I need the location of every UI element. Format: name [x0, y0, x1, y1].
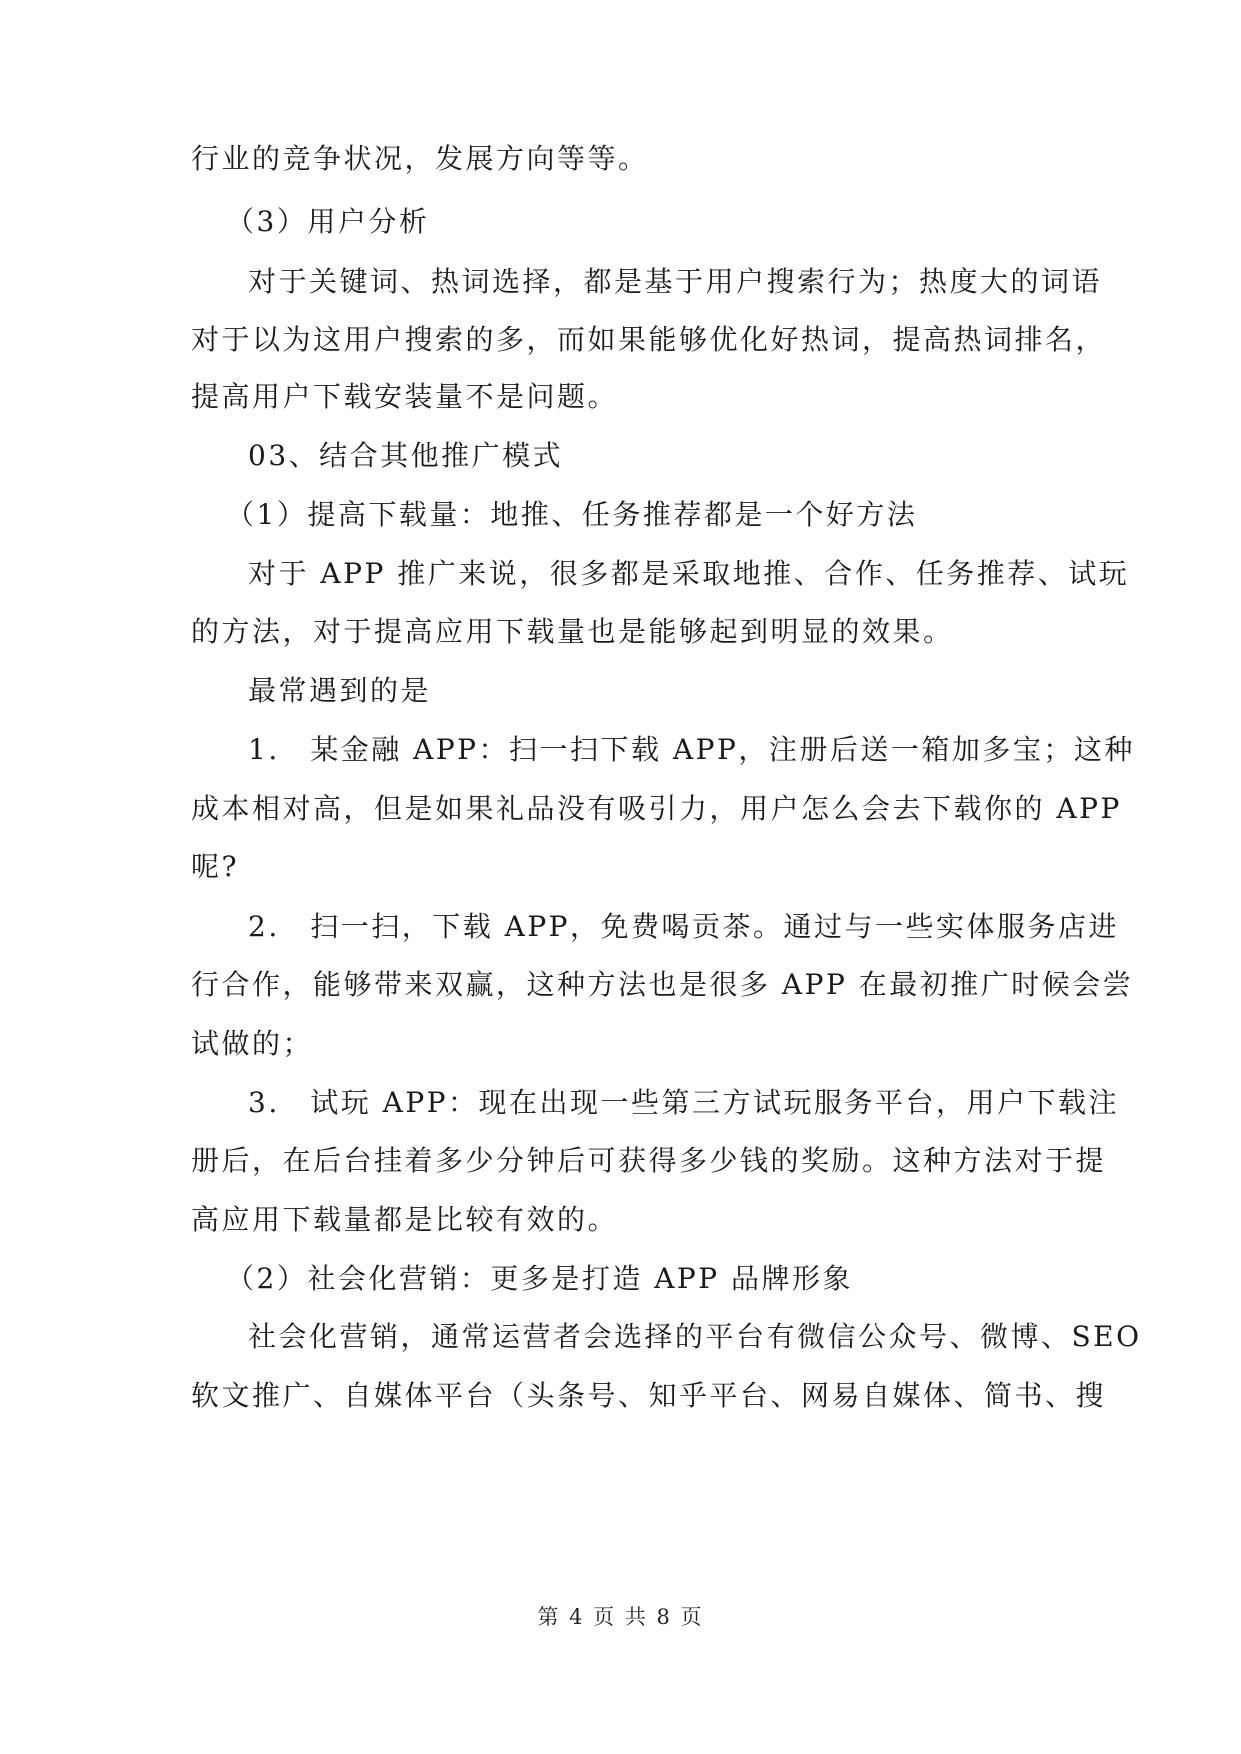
text-line: 册后，在后台挂着多少分钟后可获得多少钱的奖励。这种方法对于提	[191, 1144, 1107, 1177]
text-line: 试做的；	[191, 1027, 314, 1060]
text-line: 成本相对高，但是如果礼品没有吸引力，用户怎么会去下载你的 APP	[191, 792, 1122, 825]
section-heading: （2）社会化营销：更多是打造 APP 品牌形象	[226, 1262, 854, 1295]
text-line: 对于以为这用户搜索的多，而如果能够优化好热词，提高热词排名，	[191, 323, 1107, 356]
section-heading: （3）用户分析	[226, 205, 430, 238]
text-line: 提高用户下载安装量不是问题。	[191, 380, 619, 413]
section-heading: 03、结合其他推广模式	[248, 439, 564, 472]
text-line: 行合作，能够带来双赢，这种方法也是很多 APP 在最初推广时候会尝	[191, 968, 1134, 1001]
text-line: 行业的竞争状况，发展方向等等。	[191, 142, 649, 175]
text-line: 对于 APP 推广来说，很多都是采取地推、合作、任务推荐、试玩	[248, 557, 1130, 590]
page-number-footer: 第 4 页 共 8 页	[537, 1605, 704, 1629]
text-line: 软文推广、自媒体平台（头条号、知乎平台、网易自媒体、简书、搜	[191, 1379, 1107, 1412]
text-line: 高应用下载量都是比较有效的。	[191, 1203, 619, 1236]
list-item: 2. 扫一扫，下载 APP，免费喝贡茶。通过与一些实体服务店进	[248, 910, 1120, 943]
text-line: 对于关键词、热词选择，都是基于用户搜索行为；热度大的词语	[248, 265, 1103, 298]
section-heading: （1）提高下载量：地推、任务推荐都是一个好方法	[226, 498, 918, 531]
list-item: 1. 某金融 APP：扫一扫下载 APP，注册后送一箱加多宝；这种	[248, 733, 1135, 766]
text-line: 的方法，对于提高应用下载量也是能够起到明显的效果。	[191, 615, 954, 648]
text-line: 最常遇到的是	[248, 674, 432, 707]
text-line: 呢?	[191, 850, 240, 883]
text-line: 社会化营销，通常运营者会选择的平台有微信公众号、微博、SEO	[248, 1320, 1142, 1353]
list-item: 3. 试玩 APP：现在出现一些第三方试玩服务平台，用户下载注	[248, 1086, 1120, 1119]
